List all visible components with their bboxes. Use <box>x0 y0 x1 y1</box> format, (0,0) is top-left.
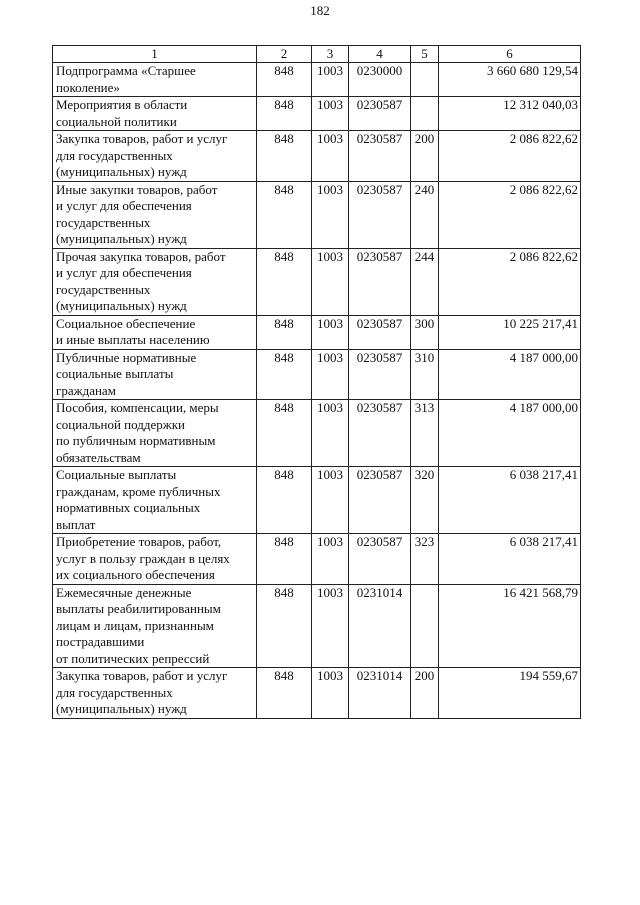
row-name-line: пострадавшими <box>56 634 145 649</box>
code-4-cell: 0230587 <box>349 97 411 131</box>
header-cell-2: 2 <box>257 46 312 63</box>
row-name-line: Ежемесячные денежные <box>56 584 192 600</box>
amount-cell: 10 225 217,41 <box>439 315 581 349</box>
table-row <box>53 584 581 668</box>
row-name-line: государственных <box>56 214 151 230</box>
code-2-cell: 848 <box>257 248 312 315</box>
table-row <box>53 315 581 349</box>
code-4-cell: 0231014 <box>349 668 411 719</box>
code-2-cell: 848 <box>257 181 312 248</box>
row-name-line: Приобретение товаров, работ, <box>56 534 222 549</box>
code-2-cell: 848 <box>257 131 312 182</box>
code-4-cell: 0230000 <box>349 63 411 97</box>
row-name-line: гражданам <box>56 382 116 398</box>
row-name-line: гражданам, кроме публичных <box>56 483 221 499</box>
code-5-cell <box>411 63 439 97</box>
row-name-line: Социальные выплаты <box>56 467 177 482</box>
row-name-line: нормативных социальных <box>56 500 201 515</box>
row-name-line: и услуг для обеспечения <box>56 198 192 213</box>
table-row <box>53 467 581 534</box>
code-2-cell: 848 <box>257 349 312 400</box>
table-body <box>53 63 581 719</box>
row-name-cell <box>53 248 257 315</box>
amount-cell: 4 187 000,00 <box>439 349 581 400</box>
row-name-line: для государственных <box>56 684 173 700</box>
header-cell-6: 6 <box>439 46 581 63</box>
row-name-line: (муниципальных) нужд <box>56 231 187 246</box>
row-name-line: (муниципальных) нужд <box>56 164 187 179</box>
code-4-cell: 0230587 <box>349 349 411 400</box>
amount-cell: 2 086 822,62 <box>439 181 581 248</box>
table-row <box>53 400 581 467</box>
row-name-line: и услуг для обеспечения <box>56 265 192 280</box>
code-3-cell: 1003 <box>312 248 349 315</box>
row-name-line: Подпрограмма «Старшее <box>56 63 196 78</box>
row-name-line: социальной поддержки <box>56 416 185 432</box>
code-3-cell: 1003 <box>312 534 349 585</box>
row-name-cell <box>53 315 257 349</box>
row-name-line: выплат <box>56 516 96 532</box>
code-3-cell: 1003 <box>312 315 349 349</box>
table-row <box>53 63 581 97</box>
row-name-line: социальной политики <box>56 113 177 129</box>
row-name-cell <box>53 584 257 668</box>
header-cell-5: 5 <box>411 46 439 63</box>
header-cell-1: 1 <box>53 46 257 63</box>
code-3-cell: 1003 <box>312 400 349 467</box>
code-2-cell: 848 <box>257 668 312 719</box>
row-name-line: государственных <box>56 281 151 297</box>
code-5-cell: 244 <box>411 248 439 315</box>
row-name-line: Закупка товаров, работ и услуг <box>56 131 228 146</box>
code-4-cell: 0230587 <box>349 315 411 349</box>
row-name-line: их социального обеспечения <box>56 567 215 582</box>
row-name-line: социальные выплаты <box>56 366 174 381</box>
code-3-cell: 1003 <box>312 63 349 97</box>
code-2-cell: 848 <box>257 534 312 585</box>
table-row <box>53 668 581 719</box>
code-2-cell: 848 <box>257 467 312 534</box>
row-name-line: Публичные нормативные <box>56 349 197 365</box>
code-4-cell: 0230587 <box>349 400 411 467</box>
row-name-line: Закупка товаров, работ и услуг <box>56 668 228 683</box>
row-name-line: лицам и лицам, признанным <box>56 617 214 633</box>
row-name-cell <box>53 97 257 131</box>
code-5-cell: 200 <box>411 668 439 719</box>
row-name-cell <box>53 349 257 400</box>
row-name-cell <box>53 63 257 97</box>
page-number: 182 <box>310 3 330 18</box>
code-5-cell <box>411 97 439 131</box>
row-name-line: услуг в пользу граждан в целях <box>56 550 230 566</box>
code-2-cell: 848 <box>257 584 312 668</box>
code-3-cell: 1003 <box>312 131 349 182</box>
code-3-cell: 1003 <box>312 97 349 131</box>
header-cell-4: 4 <box>349 46 411 63</box>
amount-cell: 6 038 217,41 <box>439 467 581 534</box>
table-row <box>53 181 581 248</box>
table-row <box>53 349 581 400</box>
code-4-cell: 0230587 <box>349 534 411 585</box>
code-3-cell: 1003 <box>312 349 349 400</box>
row-name-cell <box>53 181 257 248</box>
code-4-cell: 0230587 <box>349 181 411 248</box>
code-5-cell: 313 <box>411 400 439 467</box>
table-row <box>53 97 581 131</box>
row-name-line: Социальное обеспечение <box>56 315 196 331</box>
row-name-line: (муниципальных) нужд <box>56 298 187 313</box>
row-name-cell <box>53 131 257 182</box>
amount-cell: 194 559,67 <box>439 668 581 719</box>
code-5-cell: 300 <box>411 315 439 349</box>
header-row <box>53 46 581 63</box>
code-2-cell: 848 <box>257 63 312 97</box>
table-row <box>53 248 581 315</box>
row-name-cell <box>53 400 257 467</box>
header-cell-3: 3 <box>312 46 349 63</box>
row-name-line: поколение» <box>56 79 120 95</box>
code-5-cell: 240 <box>411 181 439 248</box>
code-5-cell: 310 <box>411 349 439 400</box>
row-name-cell <box>53 467 257 534</box>
code-3-cell: 1003 <box>312 584 349 668</box>
budget-table <box>52 45 581 719</box>
row-name-line: по публичным нормативным <box>56 433 216 448</box>
row-name-line: выплаты реабилитированным <box>56 601 221 616</box>
code-2-cell: 848 <box>257 315 312 349</box>
code-2-cell: 848 <box>257 97 312 131</box>
row-name-cell <box>53 668 257 719</box>
row-name-line: Прочая закупка товаров, работ <box>56 248 226 264</box>
amount-cell: 16 421 568,79 <box>439 584 581 668</box>
amount-cell: 12 312 040,03 <box>439 97 581 131</box>
row-name-line: обязательствам <box>56 449 141 465</box>
row-name-cell <box>53 534 257 585</box>
table-row <box>53 131 581 182</box>
amount-cell: 3 660 680 129,54 <box>439 63 581 97</box>
row-name-line: от политических репрессий <box>56 650 210 666</box>
amount-cell: 6 038 217,41 <box>439 534 581 585</box>
row-name-line: Пособия, компенсации, меры <box>56 400 219 415</box>
code-4-cell: 0231014 <box>349 584 411 668</box>
code-4-cell: 0230587 <box>349 467 411 534</box>
row-name-line: для государственных <box>56 147 173 163</box>
table-row <box>53 534 581 585</box>
code-5-cell <box>411 584 439 668</box>
code-2-cell: 848 <box>257 400 312 467</box>
code-3-cell: 1003 <box>312 668 349 719</box>
row-name-line: (муниципальных) нужд <box>56 701 187 716</box>
code-4-cell: 0230587 <box>349 248 411 315</box>
row-name-line: Иные закупки товаров, работ <box>56 181 218 197</box>
code-3-cell: 1003 <box>312 181 349 248</box>
code-3-cell: 1003 <box>312 467 349 534</box>
amount-cell: 4 187 000,00 <box>439 400 581 467</box>
code-5-cell: 320 <box>411 467 439 534</box>
amount-cell: 2 086 822,62 <box>439 248 581 315</box>
code-4-cell: 0230587 <box>349 131 411 182</box>
code-5-cell: 200 <box>411 131 439 182</box>
row-name-line: и иные выплаты населению <box>56 332 210 347</box>
amount-cell: 2 086 822,62 <box>439 131 581 182</box>
row-name-line: Мероприятия в области <box>56 97 188 112</box>
code-5-cell: 323 <box>411 534 439 585</box>
